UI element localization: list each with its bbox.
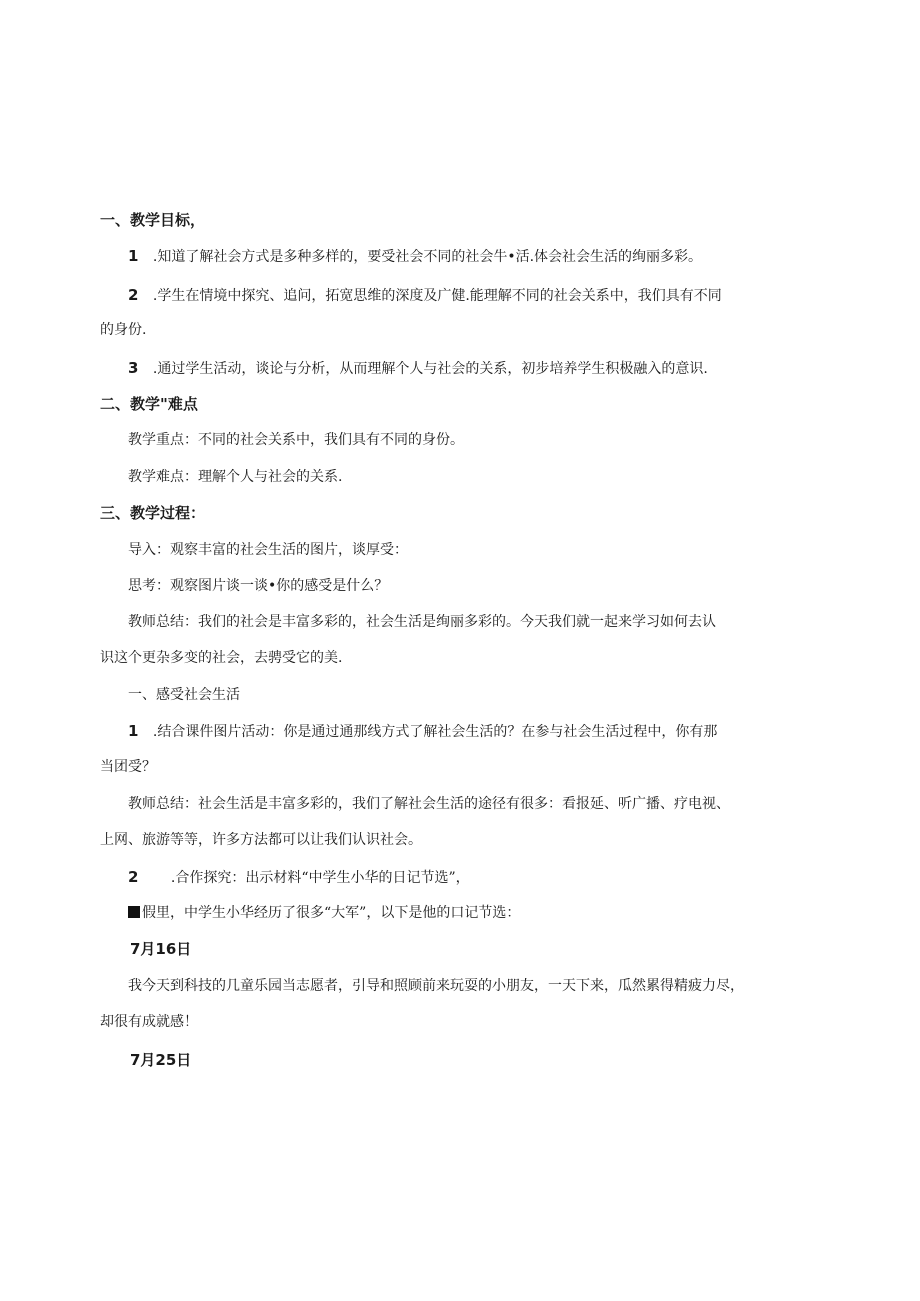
think-line: 思考：观察图片谈一谈•你的感受是什么？	[128, 578, 389, 594]
activity-2-number: 2	[128, 868, 139, 886]
teacher-summary-1-continued: 识这个更杂多变的社会，去骋受它的美.	[100, 650, 343, 666]
diary-date-2: 7月25日	[130, 1051, 192, 1069]
key-point: 教学重点：不同的社会关系中，我们具有不同的身份。	[128, 432, 464, 448]
diary-entry-1-continued: 却很有成就感！	[100, 1014, 198, 1030]
diary-intro-text: 假里，中学生小华经历了很多“大军”，以下是他的口记节选：	[142, 905, 521, 921]
teacher-summary-2: 教师总结：社会生活是丰富多彩的，我们了解社会生活的途径有很多：看报延、听广播、疗电视、	[128, 796, 730, 812]
objective-2	[128, 285, 920, 306]
square-bullet-icon	[128, 906, 140, 918]
diary-entry-1: 我今天到科技的几童乐园当志愿者，引导和照顾前来玩耍的小朋友，一天下来，瓜然累得精疲力尽，	[128, 978, 744, 994]
objective-3-number: 3	[128, 359, 139, 377]
subheading-feel-society: 一、感受社会生活	[128, 687, 240, 703]
objective-1-text: .知道了解社会方式是多种多样的，要受社会不同的社会牛•活.体会社会生活的绚丽多彩。	[152, 249, 703, 265]
teacher-summary-1: 教师总结：我们的社会是丰富多彩的，社会生活是绚丽多彩的。今天我们就一起来学习如何去认	[128, 614, 716, 630]
objective-3	[128, 358, 920, 379]
objective-3-text: .通过学生活动，谈论与分析，从而理解个人与社会的关系，初步培养学生积极融入的意识.	[152, 361, 708, 377]
diary-date-1: 7月16日	[130, 940, 192, 958]
teacher-summary-2-continued: 上网、旅游等等，许多方法都可以让我们认识社会。	[100, 832, 422, 848]
activity-1	[128, 721, 920, 742]
activity-2	[128, 867, 920, 888]
activity-1-number: 1	[128, 722, 139, 740]
objective-2-continued: 的身份.	[100, 322, 147, 338]
objective-1-number: 1	[128, 247, 139, 265]
activity-2-text: .合作探究：出示材料“中学生小华的日记节选”，	[170, 870, 470, 886]
heading-key-points: 二、教学"难点	[100, 395, 198, 413]
objective-2-text: .学生在情境中探究、追问，拓宽思维的深度及广健.能理解不同的社会关系中，我们具有不同	[152, 288, 722, 304]
intro-line: 导入：观察丰富的社会生活的图片，谈厚受：	[128, 542, 408, 558]
heading-objectives: 一、教学目标，	[100, 211, 206, 229]
diary-intro	[128, 903, 920, 923]
activity-1-continued: 当团受？	[100, 759, 156, 775]
objective-2-number: 2	[128, 286, 139, 304]
difficulty: 教学难点：理解个人与社会的关系.	[128, 469, 343, 485]
objective-1	[128, 246, 920, 267]
heading-process: 三、教学过程：	[100, 504, 206, 522]
activity-1-text: .结合课件图片活动：你是通过通那线方式了解社会生活的？在参与社会生活过程中，你有那	[152, 724, 718, 740]
